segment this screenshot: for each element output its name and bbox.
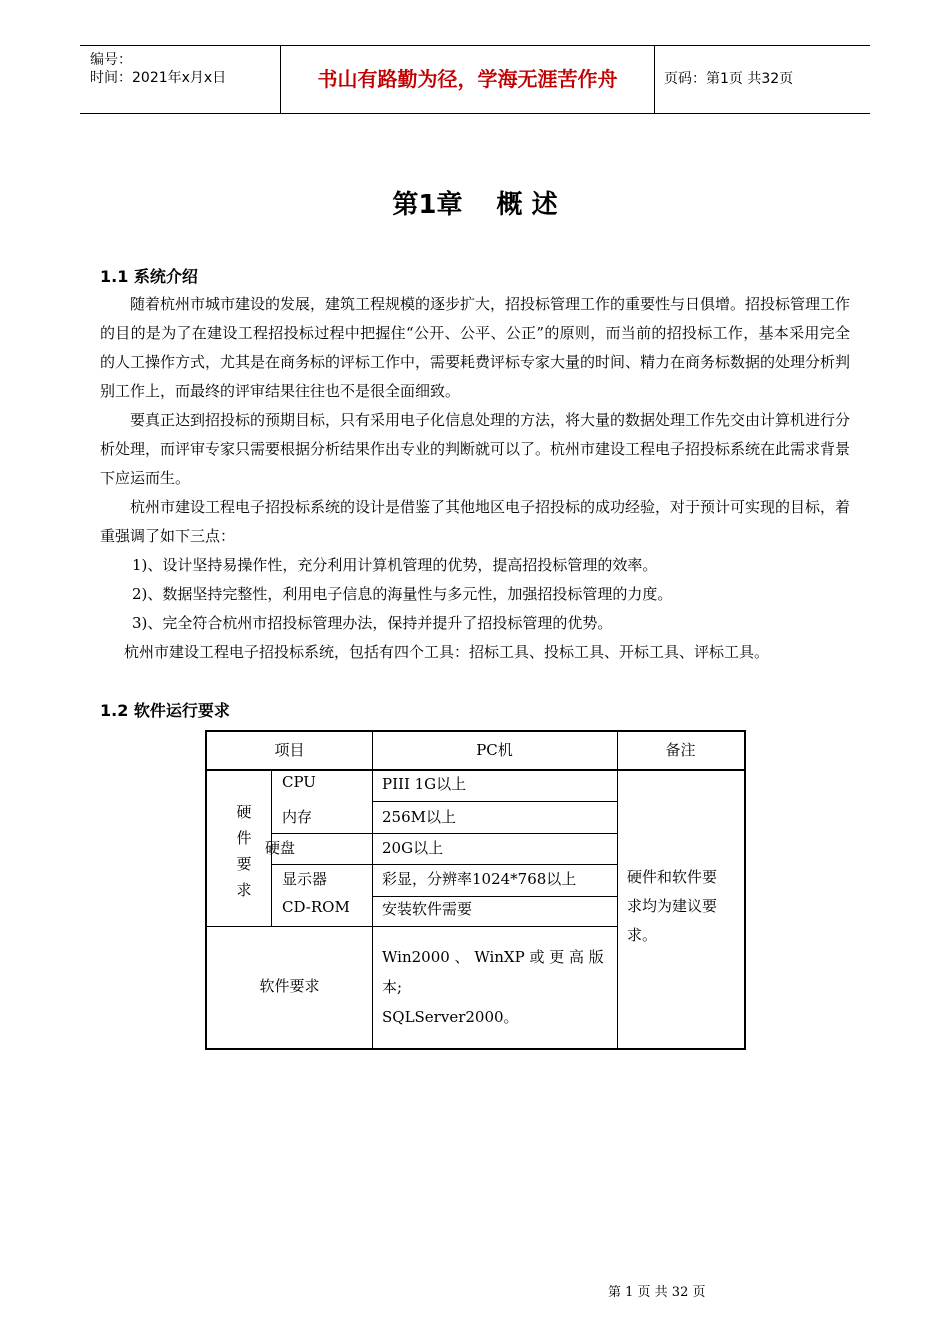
table-cell-value: 彩显，分辨率1024*768以上 (382, 870, 577, 888)
header-motto: 书山有路勤为径，学海无涯苦作舟 (281, 46, 655, 113)
paragraph: 要真正达到招投标的预期目标，只有采用电子化信息处理的方法，将大量的数据处理工作先交由计算机进行分析处理，而评审专家只需要根据分析结果作出专业的判断就可以了。杭州市建设工程电子招投标系统在此需求背景下应运而生。 (100, 411, 851, 487)
table-remark: 硬件和软件要 求均为建议要 求。 (627, 868, 718, 944)
list-item: 1)、设计坚持易操作性，充分利用计算机管理的优势，提高招投标管理的效率。 (132, 556, 658, 574)
hardware-label: 硬 件 要 求 (236, 803, 252, 899)
chapter-number: 第1章 (392, 190, 463, 220)
table-cell-item: CD-ROM (282, 898, 350, 916)
table-cell-value: PIII 1G以上 (382, 775, 467, 793)
header-number: 编号： (90, 52, 132, 68)
table-header-item: 项目 (274, 741, 305, 759)
paragraph-summary: 杭州市建设工程电子招投标系统，包括有四个工具：招标工具、投标工具、开标工具、评标工具。 (124, 643, 770, 661)
table-cell-value: 20G以上 (382, 839, 444, 857)
list-item: 2)、数据坚持完整性，利用电子信息的海量性与多元性，加强招投标管理的力度。 (132, 585, 673, 603)
page-footer: 第 1 页 共 32 页 (608, 1285, 706, 1300)
table-cell-item: 内存 (282, 808, 313, 826)
section-heading-1-1: 1.1 系统介绍 (100, 267, 198, 286)
paragraph: 杭州市建设工程电子招投标系统的设计是借鉴了其他地区电子招投标的成功经验，对于预计可实现的目标，着重强调了如下三点： (100, 498, 851, 545)
table-cell-item: 硬盘 (265, 839, 296, 857)
header-page-info: 页码：第1页 共32页 (664, 71, 794, 87)
software-value: Win2000 、 WinXP 或 更 高 版 本; SQLServer2000。 (382, 948, 604, 1026)
section-heading-1-2: 1.2 软件运行要求 (100, 701, 230, 720)
table-header-pc: PC机 (476, 741, 513, 759)
table-cell-item: CPU (282, 773, 316, 791)
paragraph: 随着杭州市城市建设的发展，建筑工程规模的逐步扩大，招投标管理工作的重要性与日俱增。招投标管理工作的目的是为了在建设工程招投标过程中把握住“公开、公平、公正”的原则，而当前的招投标工作，基本采用完全的人工操作方式，尤其是在商务标的评标工作中，需要耗费评标专家大量的时间、精力在商务标数据的处理分析判别工作上，而最终的评审结果往往也不是很全面细致。 (100, 295, 851, 400)
page-header (80, 45, 870, 114)
table-cell-value: 安装软件需要 (382, 900, 473, 918)
chapter-name: 概 述 (496, 190, 558, 220)
list-item: 3)、完全符合杭州市招投标管理办法，保持并提升了招投标管理的优势。 (132, 614, 613, 632)
table-header-remark: 备注 (665, 741, 696, 759)
section-1-1-body (100, 290, 850, 667)
software-label: 软件要求 (259, 977, 320, 995)
table-cell-value: 256M以上 (382, 808, 456, 826)
header-time: 时间：2021年x月x日 (90, 70, 227, 86)
chapter-title (0, 184, 950, 221)
table-cell-item: 显示器 (282, 870, 328, 888)
requirements-table (205, 730, 746, 1050)
header-meta (80, 46, 281, 113)
